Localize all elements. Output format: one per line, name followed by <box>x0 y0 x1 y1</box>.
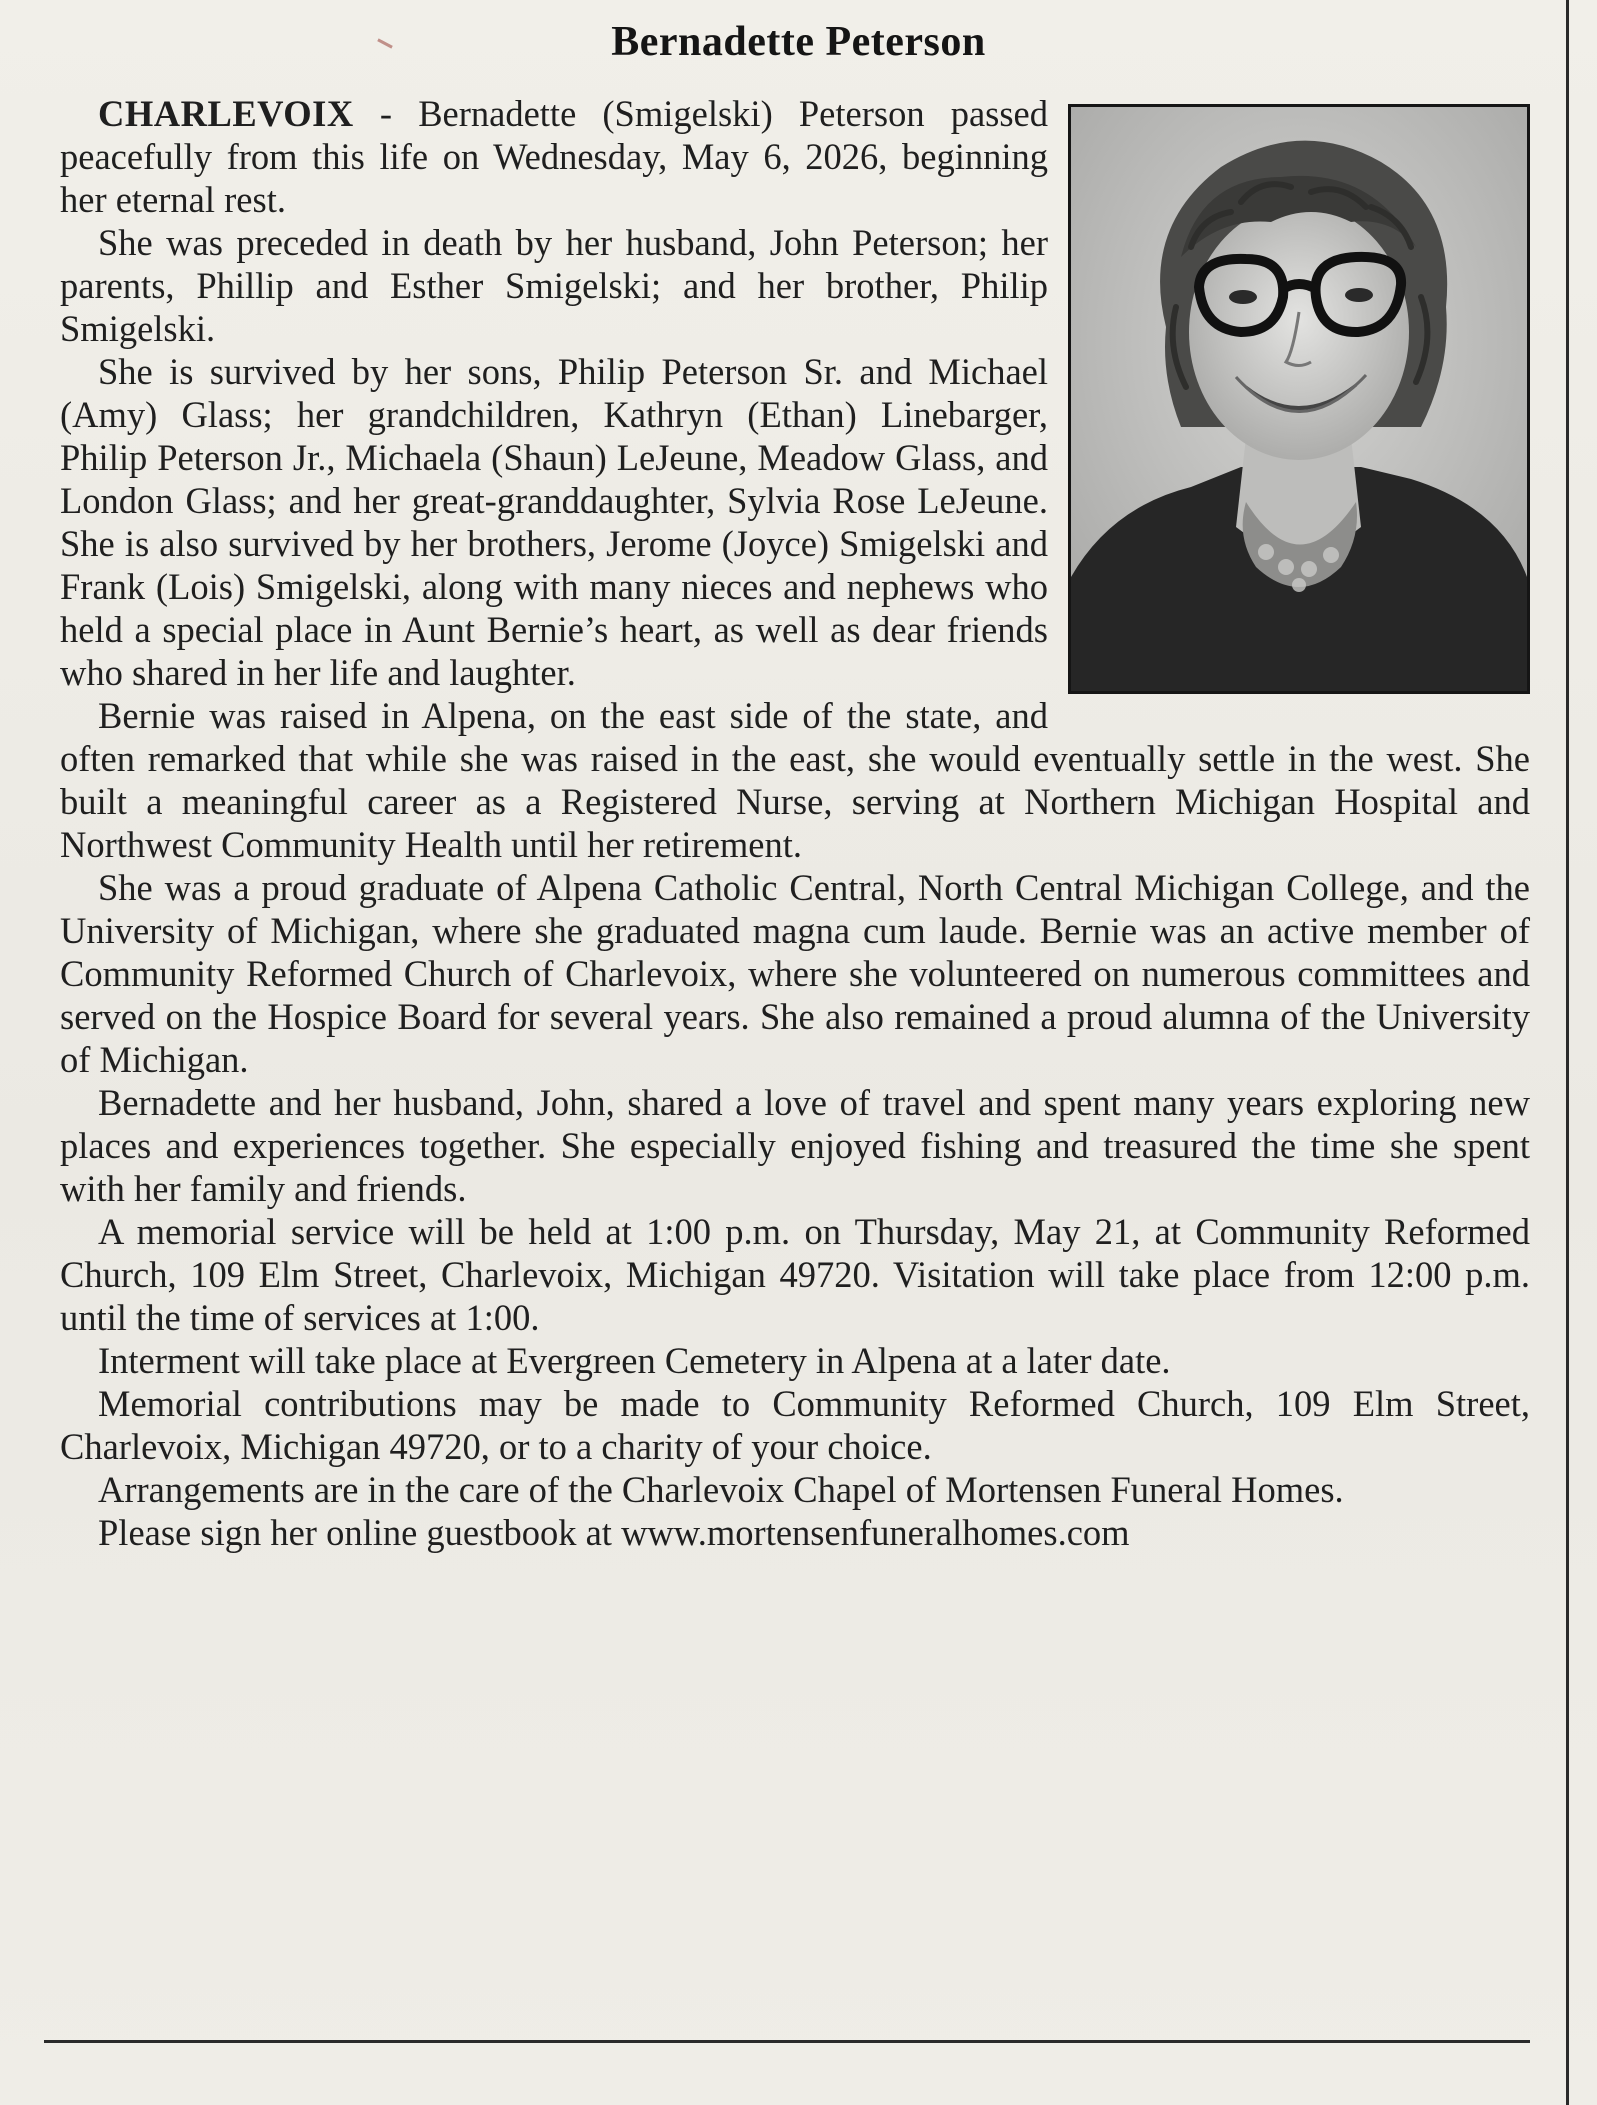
paragraph-intro-text: Bernadette (Smigelski) Peterson passed peacefully from this life on Wednesday, May 6, 2026, beginning her eternal rest. <box>60 93 1049 220</box>
dateline-separator: - <box>353 93 419 134</box>
obituary-title: Bernadette Peterson <box>611 19 986 65</box>
paragraph-travel: Bernadette and her husband, John, shared a love of travel and spent many years exploring new places and experiences together. She especially enjoyed fishing and treasured the time she spent with her family and friends. <box>60 1082 1530 1209</box>
bottom-rule <box>44 2040 1530 2043</box>
column-rule <box>1566 0 1569 2105</box>
dateline: CHARLEVOIX <box>98 93 354 134</box>
paragraph-interment: Interment will take place at Evergreen Cemetery in Alpena at a later date. <box>98 1340 1171 1381</box>
portrait-image <box>1071 107 1527 691</box>
paragraph-guestbook: Please sign her online guestbook at www.mortensenfuneralhomes.com <box>98 1512 1130 1553</box>
paragraph-contributions: Memorial contributions may be made to Community Reformed Church, 109 Elm Street, Charlevoix, Michigan 49720, or to a charity of your choice. <box>60 1383 1530 1467</box>
paragraph-survived: She is survived by her sons, Philip Peterson Sr. and Michael (Amy) Glass; her grandchildren, Kathryn (Ethan) Linebarger, Philip Peterson Jr., Michaela (Shaun) LeJeune, Meadow Glass, and London Glass; and her great-granddaughter, Sylvia Rose LeJeune. She is also survived by her brothers, Jerome (Joyce) Smigelski and Frank (Lois) Smigelski, along with many nieces and nephews who held a special place in Aunt Bernie’s heart, as well as dear friends who shared in her life and laughter. <box>60 351 1048 693</box>
paragraph-service: A memorial service will be held at 1:00 p.m. on Thursday, May 21, at Community Reformed Church, 109 Elm Street, Charlevoix, Michigan 49720. Visitation will take place from 12:00 p.m. until the time of services at 1:00. <box>60 1211 1530 1338</box>
paragraph-preceded: She was preceded in death by her husband, John Peterson; her parents, Phillip and Esther Smigelski; and her brother, Philip Smigelski. <box>60 222 1048 349</box>
paragraph-education: She was a proud graduate of Alpena Catholic Central, North Central Michigan College, and the University of Michigan, where she graduated magna cum laude. Bernie was an active member of Community Reformed Church of Charlevoix, where she volunteered on numerous committees and served on the Hospice Board for several years. She also remained a proud alumna of the University of Michigan. <box>60 867 1530 1080</box>
portrait-photo <box>1068 104 1530 694</box>
obituary-body <box>60 92 1530 1554</box>
paragraph-career: Bernie was raised in Alpena, on the east side of the state, and often remarked that while she was raised in the east, she would eventually settle in the west. She built a meaningful career as a Registered Nurse, serving at Northern Michigan Hospital and Northwest Community Health until her retirement. <box>60 695 1530 865</box>
paragraph-arrangements: Arrangements are in the care of the Charlevoix Chapel of Mortensen Funeral Homes. <box>98 1469 1344 1510</box>
